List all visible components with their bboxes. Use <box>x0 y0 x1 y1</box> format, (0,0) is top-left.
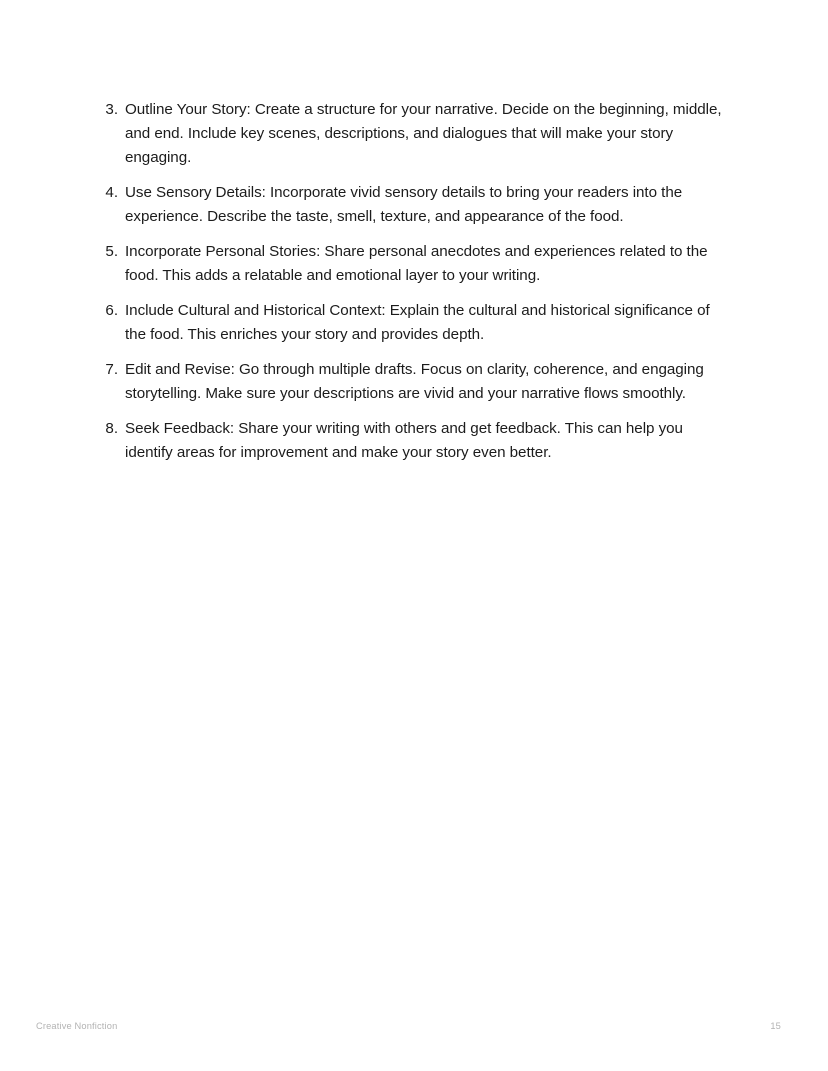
list-item <box>98 181 732 229</box>
list-item <box>98 358 732 406</box>
list-item-text: Use Sensory Details: Incorporate vivid sensory details to bring your readers into the experience. Describe the taste, smell, texture, and appearance of the food. <box>125 184 683 226</box>
list-item <box>98 417 732 465</box>
numbered-step-list <box>98 98 732 465</box>
list-item-marker: 4. <box>105 184 118 202</box>
footer-page-number: 15 <box>770 1021 781 1031</box>
page-content <box>98 98 732 465</box>
list-item <box>98 98 732 171</box>
list-item-text: Outline Your Story: Create a structure for your narrative. Decide on the beginning, middle, and end. Include key scenes, descriptions, and dialogues that will make your story engaging. <box>125 101 722 167</box>
list-item-text: Edit and Revise: Go through multiple drafts. Focus on clarity, coherence, and engaging storytelling. Make sure your descriptions are vivid and your narrative flows smoothly. <box>125 360 704 403</box>
list-item <box>98 240 732 288</box>
page-footer <box>36 1018 792 1034</box>
list-item-text: Seek Feedback: Share your writing with others and get feedback. This can help you identify areas for improvement and make your story even better. <box>125 419 683 461</box>
list-item-marker: 3. <box>105 101 118 118</box>
list-item-marker: 8. <box>105 419 118 437</box>
list-item <box>98 299 732 347</box>
list-item-marker: 6. <box>105 301 118 319</box>
list-item-marker: 5. <box>105 243 118 261</box>
list-item-marker: 7. <box>105 360 118 378</box>
list-item-text: Include Cultural and Historical Context: Explain the cultural and historical significance of the food. This enriches your story and provides depth. <box>125 301 710 344</box>
list-item-text: Incorporate Personal Stories: Share personal anecdotes and experiences related to the food. This adds a relatable and emotional layer to your writing. <box>125 243 708 285</box>
footer-section-title: Creative Nonfiction <box>36 1021 118 1031</box>
